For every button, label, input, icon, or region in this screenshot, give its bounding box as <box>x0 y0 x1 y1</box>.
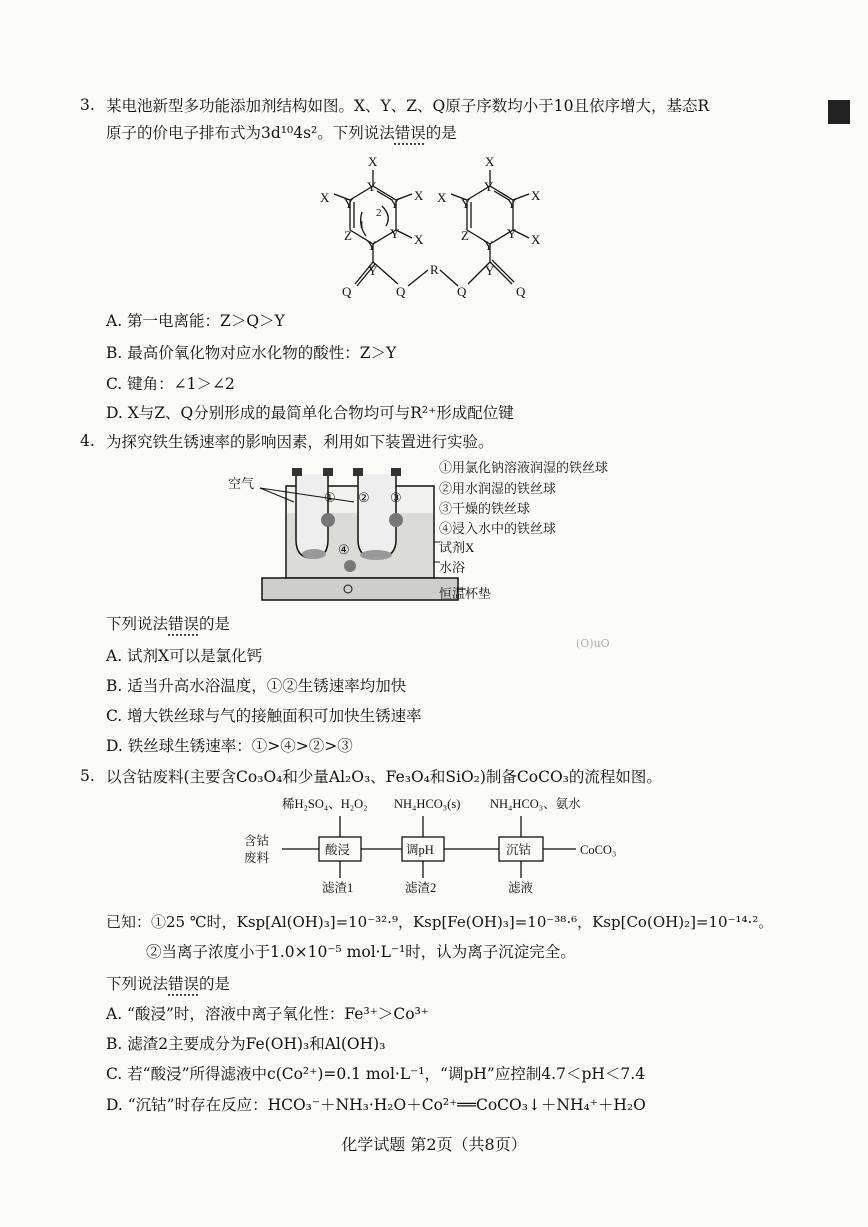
q4-option-a[interactable]: A. 试剂X可以是氯化钙 <box>106 647 263 665</box>
tube-mark-3: ③ <box>390 490 402 505</box>
label-water-bath: 水浴 <box>439 560 466 575</box>
atom-z: Z <box>461 228 469 243</box>
atom-y: Y <box>390 196 400 211</box>
atom-x: X <box>414 232 424 247</box>
atom-y: Y <box>461 196 471 211</box>
q5-option-a[interactable]: A. “酸浸”时，溶液中离子氧化性：Fe³⁺＞Co³⁺ <box>106 1005 429 1023</box>
angle-1-label: 1 <box>359 219 365 231</box>
atom-y: Y <box>368 263 378 278</box>
flow-output-3: 滤液 <box>508 881 534 895</box>
atom-x: X <box>485 154 495 169</box>
atom-x: X <box>320 190 330 205</box>
label-air: 空气 <box>228 476 255 491</box>
atom-y: Y <box>507 196 517 211</box>
flow-step-adjust-ph: 调pH <box>406 843 434 857</box>
atom-y: Y <box>344 196 354 211</box>
q5-option-d[interactable]: D. “沉钴”时存在反应：HCO₃⁻＋NH₃·H₂O＋Co²⁺══CoCO₃↓＋NH₄⁺＋H₂O <box>106 1096 646 1114</box>
atom-x: X <box>368 154 378 169</box>
q4-ask: 下列说法错误的是 <box>106 615 231 633</box>
atom-q: Q <box>516 284 526 299</box>
label-reagent-x: 试剂X <box>439 540 475 555</box>
flow-product: CoCO₃ <box>580 843 617 857</box>
atom-y: Y <box>367 238 377 253</box>
legend-1: ①用氯化钠溶液润湿的铁丝球 <box>439 460 609 475</box>
legend-4: ④浸入水中的铁丝球 <box>439 521 557 536</box>
atom-z: Z <box>344 228 352 243</box>
atom-y: Y <box>367 179 377 194</box>
flow-step-precipitate: 沉钴 <box>506 843 532 857</box>
atom-x: X <box>531 188 541 203</box>
q5-ask: 下列说法错误的是 <box>106 975 231 993</box>
angle-2-label: 2 <box>376 207 382 219</box>
atom-q: Q <box>457 284 467 299</box>
flow-output-1: 滤渣1 <box>322 881 354 895</box>
tube-mark-4: ④ <box>338 542 350 557</box>
q4-stem: 为探究铁生锈速率的影响因素，利用如下装置进行实验。 <box>106 433 494 451</box>
atom-y: Y <box>484 238 494 253</box>
atom-r: R <box>430 262 439 277</box>
q5-stem: 以含钴废料(主要含Co₃O₄和少量Al₂O₃、Fe₃O₄和SiO₂)制备CoCO₃的流程如图。 <box>106 768 662 786</box>
q3-option-d[interactable]: D. X与Z、Q分别形成的最简单化合物均可与R²⁺形成配位键 <box>106 404 514 422</box>
flow-output-2: 滤渣2 <box>405 881 437 895</box>
q3-option-c[interactable]: C. 键角：∠1＞∠2 <box>106 375 235 393</box>
tube-mark-1: ① <box>324 490 336 505</box>
flow-start-a: 含钴 <box>244 834 270 848</box>
atom-y: Y <box>507 226 517 241</box>
q3-option-b[interactable]: B. 最高价氧化物对应水化物的酸性：Z＞Y <box>106 344 397 362</box>
q3-stem-line1: 某电池新型多功能添加剂结构如图。X、Y、Z、Q原子序数均小于10且依序增大，基态R <box>106 97 710 115</box>
flow-input-1: 稀H₂SO₄、H₂O₂ <box>282 797 368 811</box>
atom-y: Y <box>390 226 400 241</box>
atom-y: Y <box>484 179 494 194</box>
q5-option-c[interactable]: C. 若“酸浸”所得滤液中c(Co²⁺)=0.1 mol·L⁻¹，“调pH”应控制4.7＜pH＜7.4 <box>106 1065 646 1083</box>
atom-x: X <box>414 188 424 203</box>
legend-2: ②用水润湿的铁丝球 <box>439 481 557 496</box>
q5-option-b[interactable]: B. 滤渣2主要成分为Fe(OH)₃和Al(OH)₃ <box>106 1035 386 1053</box>
atom-y: Y <box>485 263 495 278</box>
flow-input-3: NH₄HCO₃、氨水 <box>490 797 581 811</box>
q3-stem-line2: 原子的价电子排布式为3d¹⁰4s²。下列说法错误的是 <box>106 124 457 142</box>
atom-x: X <box>437 190 447 205</box>
q5-number: 5. <box>80 767 95 785</box>
tube-mark-2: ② <box>358 490 370 505</box>
flow-start-b: 废料 <box>244 851 270 865</box>
flow-step-acid-leach: 酸浸 <box>325 843 351 857</box>
q4-option-b[interactable]: B. 适当升高水浴温度，①②生锈速率均加快 <box>106 677 407 695</box>
q4-option-c[interactable]: C. 增大铁丝球与气的接触面积可加快生锈速率 <box>106 707 422 725</box>
atom-q: Q <box>342 284 352 299</box>
q5-flowchart <box>236 790 676 896</box>
q4-number: 4. <box>80 432 95 450</box>
label-heating-pad: 恒温杯垫 <box>439 586 492 601</box>
q5-known-2: ②当离子浓度小于1.0×10⁻⁵ mol·L⁻¹时，认为离子沉淀完全。 <box>146 943 576 961</box>
atom-x: X <box>531 232 541 247</box>
atom-q: Q <box>396 284 406 299</box>
page-footer: 化学试题 第2页（共8页） <box>341 1135 527 1154</box>
q4-apparatus-figure <box>228 458 638 608</box>
q4-option-d[interactable]: D. 铁丝球生锈速率：①>④>②>③ <box>106 737 353 755</box>
flow-input-2: NH₄HCO₃(s) <box>394 797 461 811</box>
q3-number: 3. <box>80 96 95 114</box>
q5-known-1: 已知：①25 ℃时，Ksp[Al(OH)₃]=10⁻³²·⁹，Ksp[Fe(OH)₃]=10⁻³⁸·⁶，Ksp[Co(OH)₂]=10⁻¹⁴·²。 <box>106 913 774 931</box>
registration-mark <box>828 100 850 124</box>
q3-structure-figure <box>300 150 560 300</box>
legend-3: ③干燥的铁丝球 <box>439 501 531 516</box>
faint-bleed-text: (O)uO <box>576 637 610 650</box>
q3-option-a[interactable]: A. 第一电离能：Z＞Q＞Y <box>106 312 285 330</box>
